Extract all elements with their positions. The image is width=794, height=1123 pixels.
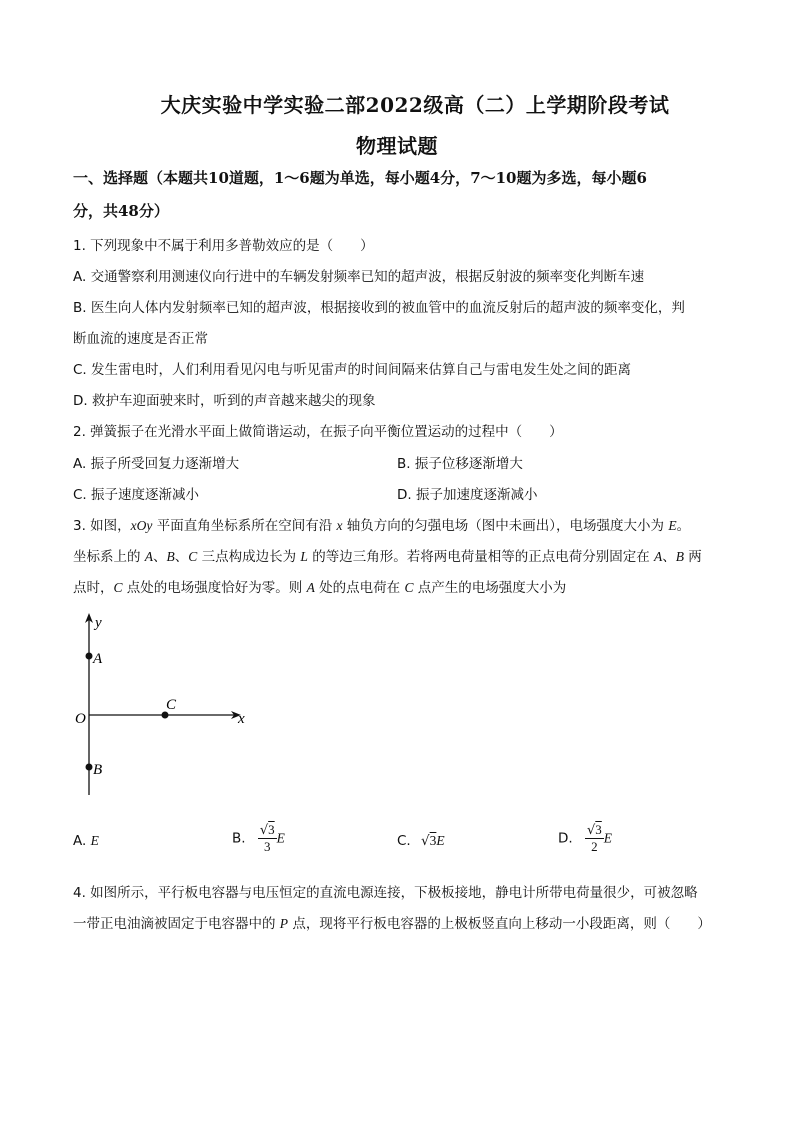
point-a	[86, 653, 93, 660]
q1-option-c: C. 发生雷电时，人们利用看见闪电与听见雷声的时间间隔来估算自己与雷电发生处之间的距离	[73, 362, 632, 378]
radicand: 3	[268, 822, 275, 837]
q2-option-c: C. 振子速度逐渐减小	[73, 487, 200, 503]
q3-option-d	[558, 822, 612, 855]
q3-line1	[73, 514, 690, 534]
q1-stem: 1. 下列现象中不属于利用多普勒效应的是（ ）	[73, 238, 374, 254]
option-value: E	[90, 833, 99, 848]
section-heading-line2: 分，共48分）	[73, 202, 169, 220]
point-a-label: A	[93, 651, 103, 667]
q3-math: E	[668, 518, 677, 533]
q3-math: C	[404, 580, 414, 595]
q3-text: 点时，	[73, 580, 114, 596]
fraction-denominator: 2	[591, 839, 598, 854]
sqrt-icon: √	[421, 833, 430, 849]
q3-math: A	[306, 580, 315, 595]
q3-math: B	[166, 549, 175, 564]
q3-text: 平面直角坐标系所在空间有沿	[152, 518, 337, 534]
option-label: C.	[397, 833, 411, 849]
section-heading-line1: 一、选择题（本题共10道题，1～6题为单选，每小题4分，7～10题为多选，每小题6	[73, 169, 647, 187]
radicand: 3	[429, 833, 437, 848]
q3-math: xOy	[130, 518, 153, 533]
q3-option-a	[73, 833, 99, 849]
fraction-numerator	[258, 822, 277, 839]
q3-text: 点处的电场强度恰好为零。则	[122, 580, 307, 596]
q3-text: 、	[153, 549, 167, 565]
radicand: 3	[595, 822, 602, 837]
sqrt-icon: √	[586, 823, 596, 838]
exam-title: 大庆实验中学实验二部2022级高（二）上学期阶段考试	[160, 93, 670, 117]
q1-option-a: A. 交通警察利用测速仪向行进中的车辆发射频率已知的超声波，根据反射波的频率变化判断车速	[73, 269, 645, 285]
q3-math: C	[188, 549, 198, 564]
q4-text: 一带正电油滴被固定于电容器中的	[73, 916, 280, 932]
q3-option-c	[397, 833, 445, 849]
q3-coordinate-figure	[60, 605, 260, 805]
q3-text: 的等边三角形。若将两电荷量相等的正点电荷分别固定在	[307, 549, 655, 565]
point-c-label: C	[166, 697, 177, 713]
option-value: E	[276, 830, 285, 846]
q3-text: 坐标系上的	[73, 549, 145, 565]
q1-option-b-line2: 断血流的速度是否正常	[73, 331, 208, 347]
q1-option-d: D. 救护车迎面驶来时，听到的声音越来越尖的现象	[73, 393, 376, 409]
y-axis-label: y	[95, 615, 102, 631]
q4-text: 点，现将平行板电容器的上极板竖直向上移动一小段距离，则（ ）	[288, 916, 711, 932]
point-b	[86, 764, 93, 771]
q3-line2	[73, 545, 702, 565]
fraction	[585, 822, 604, 855]
fraction-denominator: 3	[264, 839, 271, 854]
option-value: E	[603, 830, 613, 846]
q3-text: 处的点电荷在	[314, 580, 405, 596]
point-b-label: B	[93, 762, 103, 778]
q4-line1: 4. 如图所示，平行板电容器与电压恒定的直流电源连接，下极板接地，静电计所带电荷量很少，可被忽略	[73, 885, 698, 901]
q3-text: 轴负方向的匀强电场（图中未画出），电场强度大小为	[342, 518, 669, 534]
q3-text: 、	[174, 549, 189, 565]
x-axis-label: x	[238, 711, 245, 727]
sqrt-icon: √	[259, 823, 269, 838]
exam-subtitle: 物理试题	[356, 134, 438, 158]
q2-option-b: B. 振子位移逐渐增大	[397, 456, 523, 472]
q4-line2	[73, 912, 711, 932]
q3-text: 3. 如图，	[73, 518, 131, 534]
q3-math: A	[654, 549, 663, 564]
q3-math: L	[300, 549, 308, 564]
q3-math: B	[675, 549, 685, 564]
q2-option-a: A. 振子所受回复力逐渐增大	[73, 456, 240, 472]
q3-option-b	[232, 822, 285, 855]
section-heading	[73, 163, 713, 193]
q3-text: 点产生的电场强度大小为	[413, 580, 567, 596]
q4-math: P	[279, 916, 289, 931]
q3-text: 、	[662, 549, 676, 565]
option-label: B.	[232, 830, 246, 847]
option-label: D.	[558, 830, 573, 847]
q3-math: A	[144, 549, 154, 564]
origin-label: O	[75, 711, 86, 727]
fraction	[258, 822, 277, 855]
q3-math: x	[336, 518, 343, 533]
q3-text: 。	[676, 518, 691, 534]
q1-option-b-line1: B. 医生向人体内发射频率已知的超声波，根据接收到的被血管中的血流反射后的超声波的频率变化，判	[73, 300, 685, 316]
option-value: E	[436, 833, 445, 848]
option-label: A.	[73, 833, 87, 849]
q2-stem: 2. 弹簧振子在光滑水平面上做简谐运动，在振子向平衡位置运动的过程中（ ）	[73, 424, 563, 440]
section-heading-cont	[73, 196, 713, 226]
fraction-numerator	[585, 822, 604, 839]
q3-line3	[73, 576, 566, 596]
q3-text: 两	[684, 549, 702, 565]
q2-option-d: D. 振子加速度逐渐减小	[397, 487, 538, 503]
q3-text: 三点构成边长为	[197, 549, 301, 565]
q3-math: C	[113, 580, 123, 595]
